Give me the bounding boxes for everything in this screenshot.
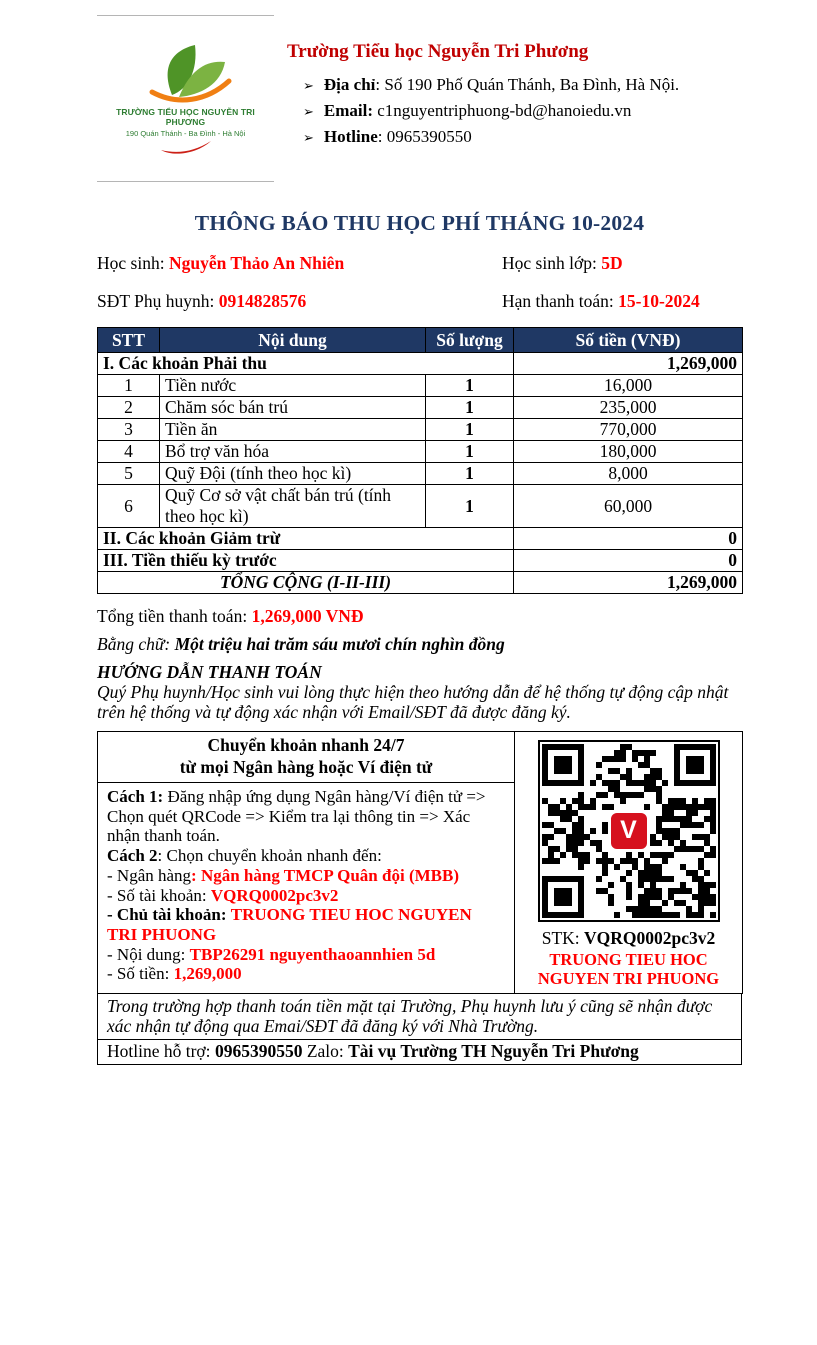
content-value: TBP26291 nguyenthaoannhien 5d bbox=[189, 944, 436, 964]
school-info bbox=[287, 15, 679, 150]
payment-guide-title: HƯỚNG DẪN THANH TOÁN bbox=[97, 662, 322, 683]
due-date-label: Hạn thanh toán: bbox=[502, 291, 614, 311]
section-deduction-row bbox=[98, 528, 743, 550]
student-name-field bbox=[97, 253, 502, 274]
student-class-label: Học sinh lớp: bbox=[502, 253, 597, 273]
amount-line bbox=[107, 964, 505, 984]
amount-in-words-value: Một triệu hai trăm sáu mươi chín nghìn đồng bbox=[174, 634, 505, 655]
email-label: Email: bbox=[323, 101, 374, 120]
parent-phone-label: SĐT Phụ huynh: bbox=[97, 291, 215, 311]
fee-name: Chăm sóc bán trú bbox=[160, 397, 426, 419]
logo-address: 190 Quán Thánh - Ba Đình - Hà Nội bbox=[125, 128, 246, 138]
bank-line bbox=[107, 866, 505, 886]
fee-amount: 60,000 bbox=[514, 485, 743, 528]
column-header-stt: STT bbox=[98, 328, 160, 353]
fee-qty: 1 bbox=[426, 441, 514, 463]
support-hotline-line bbox=[98, 1039, 741, 1064]
amount-in-words-label: Bằng chữ: bbox=[97, 634, 171, 655]
total-payment-value: 1,269,000 VNĐ bbox=[251, 606, 364, 627]
holder-value: TRUONG TIEU HOC NGUYEN TRI PHUONG bbox=[107, 905, 472, 945]
table-row bbox=[98, 463, 743, 485]
fee-stt: 2 bbox=[98, 397, 160, 419]
fee-qty: 1 bbox=[426, 375, 514, 397]
hotline-value: : 0965390550 bbox=[377, 127, 472, 146]
section-previous-row bbox=[98, 550, 743, 572]
table-row bbox=[98, 485, 743, 528]
fee-amount: 770,000 bbox=[514, 419, 743, 441]
payment-box-header bbox=[98, 731, 515, 782]
fee-amount: 16,000 bbox=[514, 375, 743, 397]
fee-stt: 6 bbox=[98, 485, 160, 528]
logo-school-name: TRƯỜNG TIỂU HỌC NGUYỄN TRI PHƯƠNG bbox=[116, 106, 255, 127]
support-hotline-label: Hotline hỗ trợ: bbox=[107, 1040, 211, 1061]
transfer-head-line1: Chuyển khoản nhanh 24/7 bbox=[207, 734, 405, 755]
fee-name: Quỹ Đội (tính theo học kì) bbox=[160, 463, 426, 485]
holder-line bbox=[107, 905, 505, 944]
fee-table bbox=[97, 327, 743, 594]
total-row bbox=[98, 572, 743, 594]
qr-stk-label: STK: bbox=[541, 927, 580, 948]
amount-in-words-line bbox=[97, 634, 742, 655]
method1-line bbox=[107, 787, 505, 846]
zalo-label: Zalo: bbox=[306, 1040, 344, 1061]
fee-stt: 1 bbox=[98, 375, 160, 397]
student-info bbox=[97, 253, 742, 312]
fee-stt: 3 bbox=[98, 419, 160, 441]
arrow-bullet-icon: ➢ bbox=[303, 78, 314, 93]
vietqr-logo-icon: V bbox=[608, 810, 650, 852]
method1-label: Cách 1: bbox=[107, 786, 164, 806]
account-value: VQRQ0002pc3v2 bbox=[210, 885, 339, 905]
amount-label: - Số tiền: bbox=[107, 964, 170, 984]
section-previous-label: III. Tiền thiếu kỳ trước bbox=[98, 550, 514, 572]
due-date-field bbox=[502, 291, 706, 312]
content-line bbox=[107, 945, 505, 965]
arrow-bullet-icon: ➢ bbox=[303, 130, 314, 145]
fee-qty: 1 bbox=[426, 485, 514, 528]
fee-qty: 1 bbox=[426, 463, 514, 485]
document-content bbox=[97, 15, 742, 1065]
method1-text: Đăng nhập ứng dụng Ngân hàng/Ví điện tử => Chọn quét QRCode => Kiểm tra lại thông tin => Xác nhận thanh toán. bbox=[107, 786, 486, 846]
fee-stt: 5 bbox=[98, 463, 160, 485]
table-row bbox=[98, 397, 743, 419]
fee-stt: 4 bbox=[98, 441, 160, 463]
qr-account-holder: TRUONG TIEU HOC NGUYEN TRI PHUONG bbox=[537, 949, 720, 989]
parent-phone-field bbox=[97, 291, 502, 312]
fee-amount: 8,000 bbox=[514, 463, 743, 485]
qr-stk-value: VQRQ0002pc3v2 bbox=[584, 927, 716, 948]
bank-value: : Ngân hàng TMCP Quân đội (MBB) bbox=[191, 865, 459, 885]
due-date-value: 15-10-2024 bbox=[618, 291, 700, 311]
fee-qty: 1 bbox=[426, 397, 514, 419]
qr-stk-line bbox=[517, 928, 740, 949]
school-logo bbox=[97, 15, 274, 182]
table-row bbox=[98, 419, 743, 441]
page-title: THÔNG BÁO THU HỌC PHÍ THÁNG 10-2024 bbox=[194, 211, 645, 235]
holder-label: - Chủ tài khoản: bbox=[107, 905, 227, 925]
email-value: c1nguyentriphuong-bd@hanoiedu.vn bbox=[373, 101, 632, 120]
school-name: Trường Tiểu học Nguyễn Tri Phương bbox=[287, 41, 589, 62]
qr-panel bbox=[515, 731, 743, 993]
total-payment-label: Tổng tiền thanh toán: bbox=[97, 606, 248, 627]
transfer-head-line2: từ mọi Ngân hàng hoặc Ví điện tử bbox=[179, 756, 433, 777]
student-name-label: Học sinh: bbox=[97, 253, 165, 273]
fee-amount: 235,000 bbox=[514, 397, 743, 419]
content-label: - Nội dung: bbox=[107, 944, 186, 964]
email-line bbox=[287, 98, 679, 124]
zalo-value: Tài vụ Trường TH Nguyễn Tri Phương bbox=[348, 1040, 639, 1061]
fee-amount: 180,000 bbox=[514, 441, 743, 463]
support-hotline-value: 0965390550 bbox=[214, 1040, 303, 1061]
section-previous-amount: 0 bbox=[514, 550, 743, 572]
document-header bbox=[97, 15, 742, 182]
arrow-bullet-icon: ➢ bbox=[303, 104, 314, 119]
address-value: : Số 190 Phố Quán Thánh, Ba Đình, Hà Nội. bbox=[375, 75, 680, 94]
student-class-field bbox=[502, 253, 706, 274]
address-label: Địa chỉ bbox=[323, 75, 376, 94]
logo-leaves-icon bbox=[132, 43, 240, 105]
payment-instructions bbox=[98, 782, 515, 993]
column-header-qty: Số lượng bbox=[426, 328, 514, 353]
student-class-value: 5D bbox=[601, 253, 623, 273]
section-deduction-amount: 0 bbox=[514, 528, 743, 550]
parent-phone-value: 0914828576 bbox=[218, 291, 307, 311]
account-label: - Số tài khoản: bbox=[107, 885, 207, 905]
bank-label: - Ngân hàng bbox=[107, 865, 192, 885]
method2-label: Cách 2 bbox=[107, 846, 158, 866]
bottom-note-box bbox=[97, 994, 742, 1065]
column-header-name: Nội dung bbox=[160, 328, 426, 353]
column-header-amount: Số tiền (VNĐ) bbox=[514, 328, 743, 353]
table-row bbox=[98, 375, 743, 397]
amount-value: 1,269,000 bbox=[173, 964, 242, 984]
method2-text: : Chọn chuyển khoản nhanh đến: bbox=[157, 846, 382, 866]
student-name-value: Nguyễn Thảo An Nhiên bbox=[168, 253, 345, 273]
section-receivable-row bbox=[98, 353, 743, 375]
logo-swoosh-icon bbox=[159, 140, 213, 155]
qr-code bbox=[538, 740, 720, 922]
fee-qty: 1 bbox=[426, 419, 514, 441]
section-receivable-label: I. Các khoản Phải thu bbox=[98, 353, 514, 375]
hotline-label: Hotline bbox=[323, 127, 378, 146]
fee-name: Tiền nước bbox=[160, 375, 426, 397]
total-payment-line bbox=[97, 606, 742, 627]
grand-total-amount: 1,269,000 bbox=[514, 572, 743, 594]
hotline-line bbox=[287, 124, 679, 150]
payment-guide-text: Quý Phụ huynh/Học sinh vui lòng thực hiện theo hướng dẫn để hệ thống tự động cập nhật trên hệ thống và tự động xác nhận với Email/SĐT đã được đăng ký. bbox=[97, 682, 729, 722]
table-row bbox=[98, 441, 743, 463]
method2-line bbox=[107, 846, 505, 866]
account-line bbox=[107, 886, 505, 906]
fee-header-row bbox=[98, 328, 743, 353]
cash-payment-note: Trong trường hợp thanh toán tiền mặt tại Trường, Phụ huynh lưu ý cũng sẽ nhận được xác nhận tự động qua Emai/SĐT đã đăng ký với Nhà Trường. bbox=[107, 995, 713, 1036]
payment-box bbox=[97, 731, 743, 994]
section-deduction-label: II. Các khoản Giảm trừ bbox=[98, 528, 514, 550]
section-receivable-amount: 1,269,000 bbox=[514, 353, 743, 375]
address-line bbox=[287, 72, 679, 98]
grand-total-label: TỔNG CỘNG (I-II-III) bbox=[98, 572, 514, 594]
fee-name: Tiền ăn bbox=[160, 419, 426, 441]
fee-name: Bổ trợ văn hóa bbox=[160, 441, 426, 463]
fee-name: Quỹ Cơ sở vật chất bán trú (tính theo học kì) bbox=[160, 485, 426, 528]
